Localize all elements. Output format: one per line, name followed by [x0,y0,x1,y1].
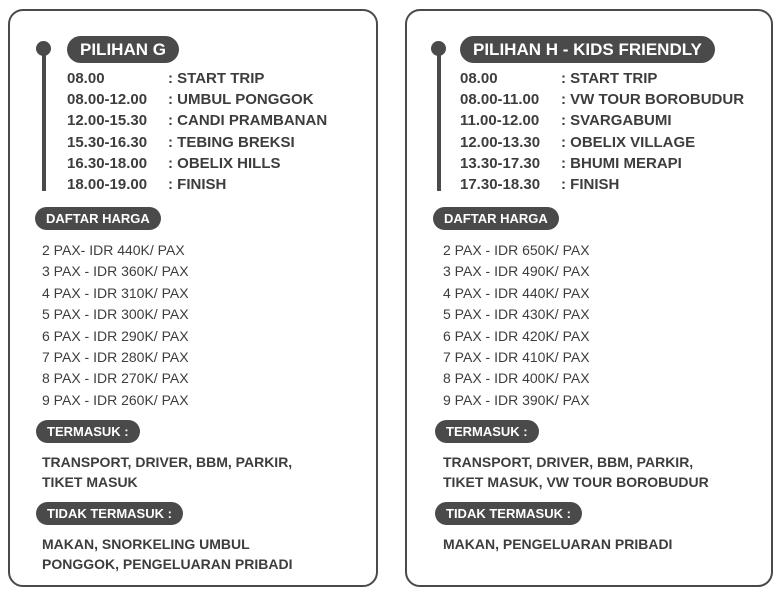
itinerary-activity: : UMBUL PONGGOK [168,91,314,109]
itinerary-row [67,89,327,110]
included-line: TIKET MASUK, VW TOUR BOROBUDUR [443,473,709,490]
itinerary-activity: : START TRIP [561,70,658,87]
package-title: PILIHAN H - KIDS FRIENDLY [460,36,715,63]
itinerary-activity: : CANDI PRAMBANAN [168,112,328,130]
itinerary-time: 18.00-19.00 [67,176,148,194]
price-item: 3 PAX - IDR 360K/ PAX [42,263,189,280]
itinerary-time: 12.00-15.30 [67,112,148,130]
timeline-line [437,49,441,191]
included-text [42,453,292,492]
included-text [443,453,709,492]
itinerary-time: 12.00-13.30 [460,133,541,151]
package-title: PILIHAN G [67,36,179,63]
price-item: 6 PAX - IDR 420K/ PAX [443,327,590,344]
price-list [42,240,189,411]
included-line: TRANSPORT, DRIVER, BBM, PARKIR, [443,454,694,470]
itinerary-time: 11.00-12.00 [460,112,540,130]
itinerary-activity: : TEBING BREKSI [168,133,295,151]
included-line: TIKET MASUK [42,473,138,490]
price-item: 2 PAX - IDR 650K/ PAX [443,242,590,258]
itinerary-activity: : FINISH [561,176,620,194]
price-list [443,240,590,411]
itinerary-row [460,68,744,89]
package-card-pilihan-h [405,9,773,587]
itinerary-row [460,132,744,153]
itinerary [67,68,327,195]
itinerary-time: 17.30-18.30 [460,176,541,194]
price-item: 6 PAX - IDR 290K/ PAX [42,327,189,344]
itinerary-row [460,153,744,174]
itinerary-activity: : FINISH [168,176,227,194]
included-label: TERMASUK : [435,420,539,443]
price-item: 9 PAX - IDR 390K/ PAX [443,391,590,408]
itinerary-row [460,89,744,110]
package-card-pilihan-g [8,9,378,587]
price-list-label: DAFTAR HARGA [35,207,161,230]
excluded-label: TIDAK TERMASUK : [435,502,582,525]
itinerary-row [67,110,327,131]
excluded-line: PONGGOK, PENGELUARAN PRIBADI [42,555,293,572]
itinerary-row [67,68,327,89]
price-item: 7 PAX - IDR 280K/ PAX [42,349,189,366]
price-item: 2 PAX- IDR 440K/ PAX [42,242,185,258]
itinerary-activity: : START TRIP [168,70,265,87]
excluded-text [42,535,292,574]
excluded-line: MAKAN, SNORKELING UMBUL [42,536,250,552]
price-item: 8 PAX - IDR 270K/ PAX [42,370,189,387]
itinerary-row [67,174,327,195]
included-line: TRANSPORT, DRIVER, BBM, PARKIR, [42,454,293,470]
itinerary-activity: : OBELIX HILLS [168,154,281,172]
itinerary-time: 15.30-16.30 [67,133,148,151]
included-label: TERMASUK : [36,420,140,443]
itinerary-activity: : OBELIX VILLAGE [561,133,696,151]
price-item: 9 PAX - IDR 260K/ PAX [42,391,189,408]
itinerary-time: 13.30-17.30 [460,154,541,172]
price-item: 3 PAX - IDR 490K/ PAX [443,263,590,280]
price-item: 5 PAX - IDR 430K/ PAX [443,306,590,323]
itinerary-time: 08.00-11.00 [460,91,540,109]
price-item: 4 PAX - IDR 440K/ PAX [443,284,590,301]
excluded-line: MAKAN, PENGELUARAN PRIBADI [443,536,673,552]
itinerary-time: 16.30-18.00 [67,154,148,172]
itinerary-time: 08.00 [67,70,105,87]
itinerary [460,68,744,195]
itinerary-activity: : SVARGABUMI [561,112,672,130]
price-item: 7 PAX - IDR 410K/ PAX [443,349,590,366]
itinerary-row [67,153,327,174]
timeline-line [42,49,46,191]
itinerary-time: 08.00-12.00 [67,91,148,109]
itinerary-row [67,132,327,153]
price-list-label: DAFTAR HARGA [433,207,559,230]
price-item: 4 PAX - IDR 310K/ PAX [42,284,189,301]
price-item: 5 PAX - IDR 300K/ PAX [42,306,189,323]
itinerary-time: 08.00 [460,70,498,87]
itinerary-row [460,174,744,195]
itinerary-activity: : VW TOUR BOROBUDUR [561,91,745,109]
itinerary-row [460,110,744,131]
itinerary-activity: : BHUMI MERAPI [561,154,682,172]
excluded-label: TIDAK TERMASUK : [36,502,183,525]
excluded-text [443,535,672,555]
price-item: 8 PAX - IDR 400K/ PAX [443,370,590,387]
